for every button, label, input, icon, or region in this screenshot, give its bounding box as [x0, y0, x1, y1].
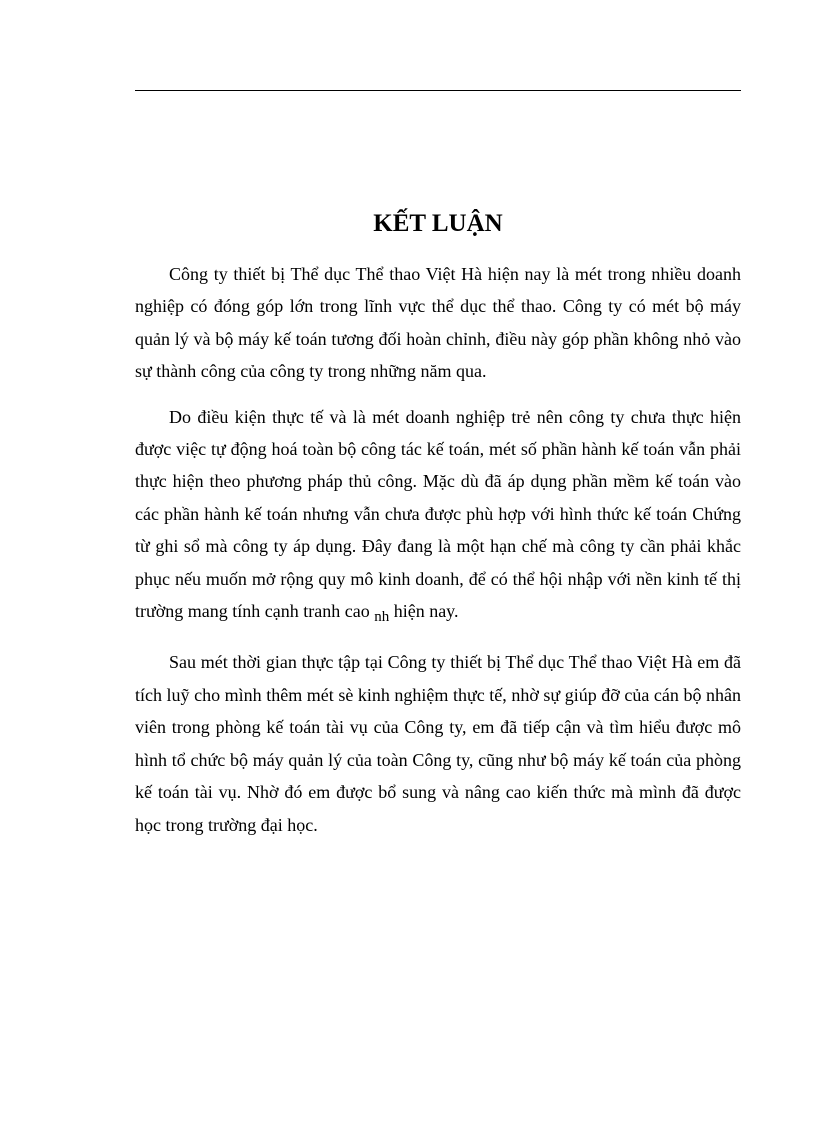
paragraph-3: Sau mét thời gian thực tập tại Công ty thiết bị Thể dục Thể thao Việt Hà em đã tích luỹ cho mình thêm mét sè kinh nghiệm thực tế, nhờ sự giúp đỡ của cán bộ nhân viên trong phòng kế toán tài vụ của Công ty, em đã tiếp cận và tìm hiểu được mô hình tổ chức bộ máy quản lý của toàn Công ty, cũng như bộ máy kế toán của phòng kế toán tài vụ. Nhờ đó em được bổ sung và nâng cao kiến thức mà mình đã được học trong trường đại học.	[135, 652, 741, 835]
body-text	[135, 258, 741, 854]
page-title: KẾT LUẬN	[373, 210, 503, 237]
header-rule	[135, 90, 741, 91]
paragraph-2-tail: hiện nay.	[393, 601, 459, 622]
paragraph-2-subscript: nh	[374, 609, 390, 626]
paragraph-2-text: Do điều kiện thực tế và là mét doanh nghiệp trẻ nên công ty chưa thực hiện được việc tự động hoá toàn bộ công tác kế toán, mét số phần hành kế toán vẫn phải thực hiện theo phương pháp thủ công. Mặc dù đã áp dụng phần mềm kế toán vào các phần hành kế toán nhưng vẫn chưa được phù hợp với hình thức kế toán Chứng từ ghi sổ mà công ty áp dụng. Đây đang là một hạn chế mà công ty cần phải khắc phục nếu muốn mở rộng quy mô kinh doanh, để có thể hội nhập với nền kinh tế thị trường mang tính cạnh tranh cao	[135, 406, 741, 622]
paragraph-2	[135, 401, 741, 634]
paragraph-1: Công ty thiết bị Thể dục Thể thao Việt Hà hiện nay là mét trong nhiều doanh nghiệp có đóng góp lớn trong lĩnh vực thể dục thể thao. Công ty có mét bộ máy quản lý và bộ máy kế toán tương đối hoàn chỉnh, điều này góp phần không nhỏ vào sự thành công của công ty trong những năm qua.	[135, 264, 741, 382]
